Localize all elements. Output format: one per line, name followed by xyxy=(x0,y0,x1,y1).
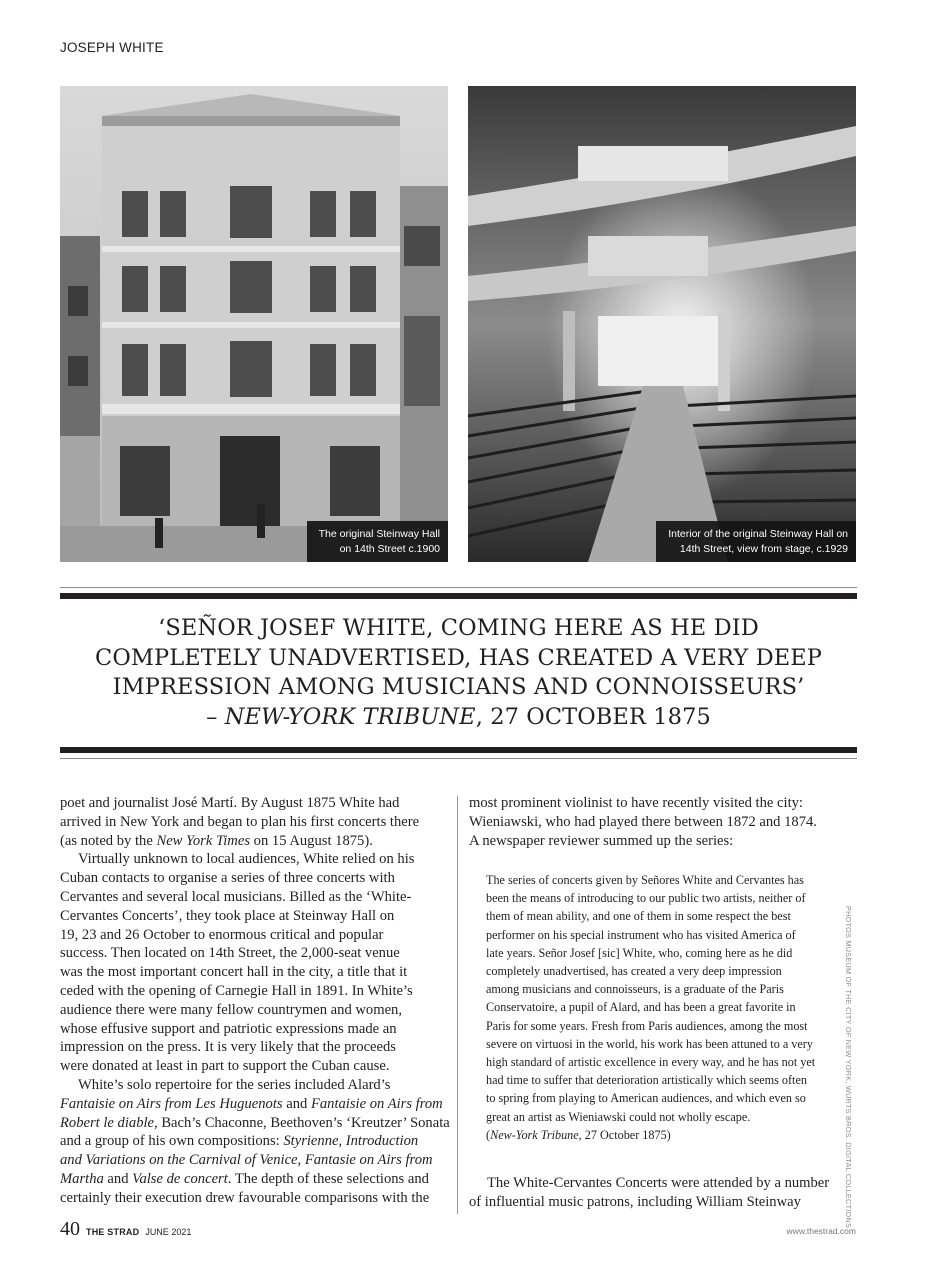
magazine-name: THE STRAD xyxy=(86,1227,140,1237)
quote-line: completely unadvertised, has created a very deep impression xyxy=(486,964,782,979)
steinway-hall-interior-photo xyxy=(468,86,856,562)
body-column-left xyxy=(60,794,450,1208)
quote-line: high standard of artistic excellence in every way, and he has not yet xyxy=(486,1055,816,1070)
quote-line: The series of concerts given by Señores White and Cervantes has xyxy=(486,873,804,887)
pull-quote-line: ‘SEÑOR JOSEF WHITE, COMING HERE AS HE DID xyxy=(158,615,759,641)
pull-quote-line: IMPRESSION AMONG MUSICIANS AND CONNOISSEURS’ xyxy=(112,674,805,700)
divider-rule xyxy=(60,758,857,759)
divider-rule-thick xyxy=(60,593,857,599)
text-line: Cuban contacts to organise a series of three concerts with xyxy=(60,870,395,887)
text-line: ceded with the opening of Carnegie Hall in 1891. In White’s xyxy=(60,982,413,999)
quote-line: had time to suffer that deterioration artistically which seems often xyxy=(486,1073,807,1088)
caption-line: on 14th Street c.1900 xyxy=(339,543,440,555)
quote-line: late years. Señor Josef [sic] White, who, coming here as he did xyxy=(486,945,793,960)
pull-quote-line: COMPLETELY UNADVERTISED, HAS CREATED A VERY DEEP xyxy=(95,644,822,671)
text-line: were donated at least in part to support the Cuban cause. xyxy=(60,1058,390,1075)
quote-line: among musicians and connoisseurs, is a graduate of the Paris xyxy=(486,982,784,997)
quote-line: severe on virtuosi in the world, his work has been attuned to a very xyxy=(486,1036,813,1051)
text-line: Cervantes Concerts’, they took place at Steinway Hall on xyxy=(60,907,395,924)
quote-line: Conservatoire, a pupil of Alard, and has been a great favorite in xyxy=(486,1000,796,1015)
photo-caption-exterior xyxy=(307,521,448,562)
building-facade-image xyxy=(60,86,448,562)
text-line: 19, 23 and 26 October to enormous critical and popular xyxy=(60,926,384,943)
text-line: arrived in New York and began to plan his first concerts there xyxy=(60,813,420,830)
text-line: of influential music patrons, including William Steinway xyxy=(469,1193,801,1210)
quote-line: great an artist as Wieniawski could not wholly escape. xyxy=(486,1109,751,1124)
pull-quote-attribution: – NEW-YORK TRIBUNE, 27 OCTOBER 1875 xyxy=(206,703,711,730)
text-line: success. Then located on 14th Street, the 2,000-seat venue xyxy=(60,945,400,962)
text-line: Fantaisie on Airs from Les Huguenots and Fantaisie on Airs from xyxy=(60,1095,443,1112)
text-line: Wieniawski, who had played there between 1872 and 1874. xyxy=(469,813,817,830)
text-line: A newspaper reviewer summed up the series: xyxy=(469,832,734,849)
pull-quote xyxy=(60,614,857,732)
divider-rule-thick xyxy=(60,747,857,753)
text-line: impression on the press. It is very likely that the proceeds xyxy=(60,1039,396,1056)
newspaper-blockquote xyxy=(486,871,856,1144)
divider-rule xyxy=(60,587,857,588)
text-line: The White-Cervantes Concerts were attended by a number xyxy=(487,1175,830,1191)
text-line: was the most important concert hall in the city, a title that it xyxy=(60,964,408,981)
body-column-right-closing xyxy=(469,1174,857,1212)
paragraph xyxy=(60,850,446,1076)
column-divider xyxy=(457,796,458,1214)
text-line: Robert le diable, Bach’s Chaconne, Beethoven’s ‘Kreutzer’ Sonata xyxy=(60,1114,450,1131)
paragraph xyxy=(469,1174,857,1212)
quote-line: to spring from playing to American audiences, and which even so xyxy=(486,1091,806,1106)
text-line: and a group of his own compositions: Styrienne, Introduction xyxy=(60,1133,419,1150)
quote-line: been the means of introducing to our public two artists, neither of xyxy=(486,891,806,906)
quote-line: them of mean ability, and one of them in some respect the best xyxy=(486,909,791,924)
section-label: JOSEPH WHITE xyxy=(60,40,164,55)
caption-line: The original Steinway Hall xyxy=(318,528,440,540)
photo-caption-interior xyxy=(656,521,856,562)
text-line: (as noted by the New York Times on 15 August 1875). xyxy=(60,832,373,849)
steinway-hall-exterior-photo xyxy=(60,86,448,562)
photo-credit: PHOTOS MUSEUM OF THE CITY OF NEW YORK, WURTS BROS. DIGITAL COLLECTIONS xyxy=(844,906,853,1229)
quote-line: performer on his special instrument who has visited America of xyxy=(486,927,796,942)
text-line: Martha and Valse de concert. The depth of these selections and xyxy=(60,1170,429,1187)
body-column-right xyxy=(469,794,857,850)
caption-line: 14th Street, view from stage, c.1929 xyxy=(679,543,848,555)
quote-citation: (New-York Tribune, 27 October 1875) xyxy=(486,1127,671,1142)
text-line: certainly their execution drew favourable comparisons with the xyxy=(60,1189,430,1206)
text-line: poet and journalist José Martí. By August 1875 White had xyxy=(60,795,400,811)
paragraph xyxy=(60,794,446,850)
paragraph xyxy=(469,794,857,850)
text-line: White’s solo repertoire for the series included Alard’s xyxy=(78,1076,391,1093)
text-line: whose effusive support and patriotic expressions made an xyxy=(60,1020,397,1037)
paragraph xyxy=(60,1076,450,1208)
text-line: Cervantes and several local musicians. Billed as the ‘White- xyxy=(60,888,412,905)
text-line: and Variations on the Carnival of Venice, Fantasie on Airs from xyxy=(60,1152,433,1169)
text-line: Virtually unknown to local audiences, White relied on his xyxy=(78,851,415,868)
text-line: most prominent violinist to have recently visited the city: xyxy=(469,795,803,811)
footer-folio xyxy=(60,1218,191,1241)
quote-line: Paris for some years. Fresh from Paris audiences, among the most xyxy=(486,1018,808,1033)
website-link[interactable]: www.thestrad.com xyxy=(786,1226,856,1236)
text-line: audience there were many fellow countrymen and women, xyxy=(60,1001,403,1018)
auditorium-interior-image xyxy=(468,86,856,562)
issue-date: JUNE 2021 xyxy=(145,1227,192,1237)
caption-line: Interior of the original Steinway Hall on xyxy=(668,528,848,540)
page-number: 40 xyxy=(60,1218,80,1240)
